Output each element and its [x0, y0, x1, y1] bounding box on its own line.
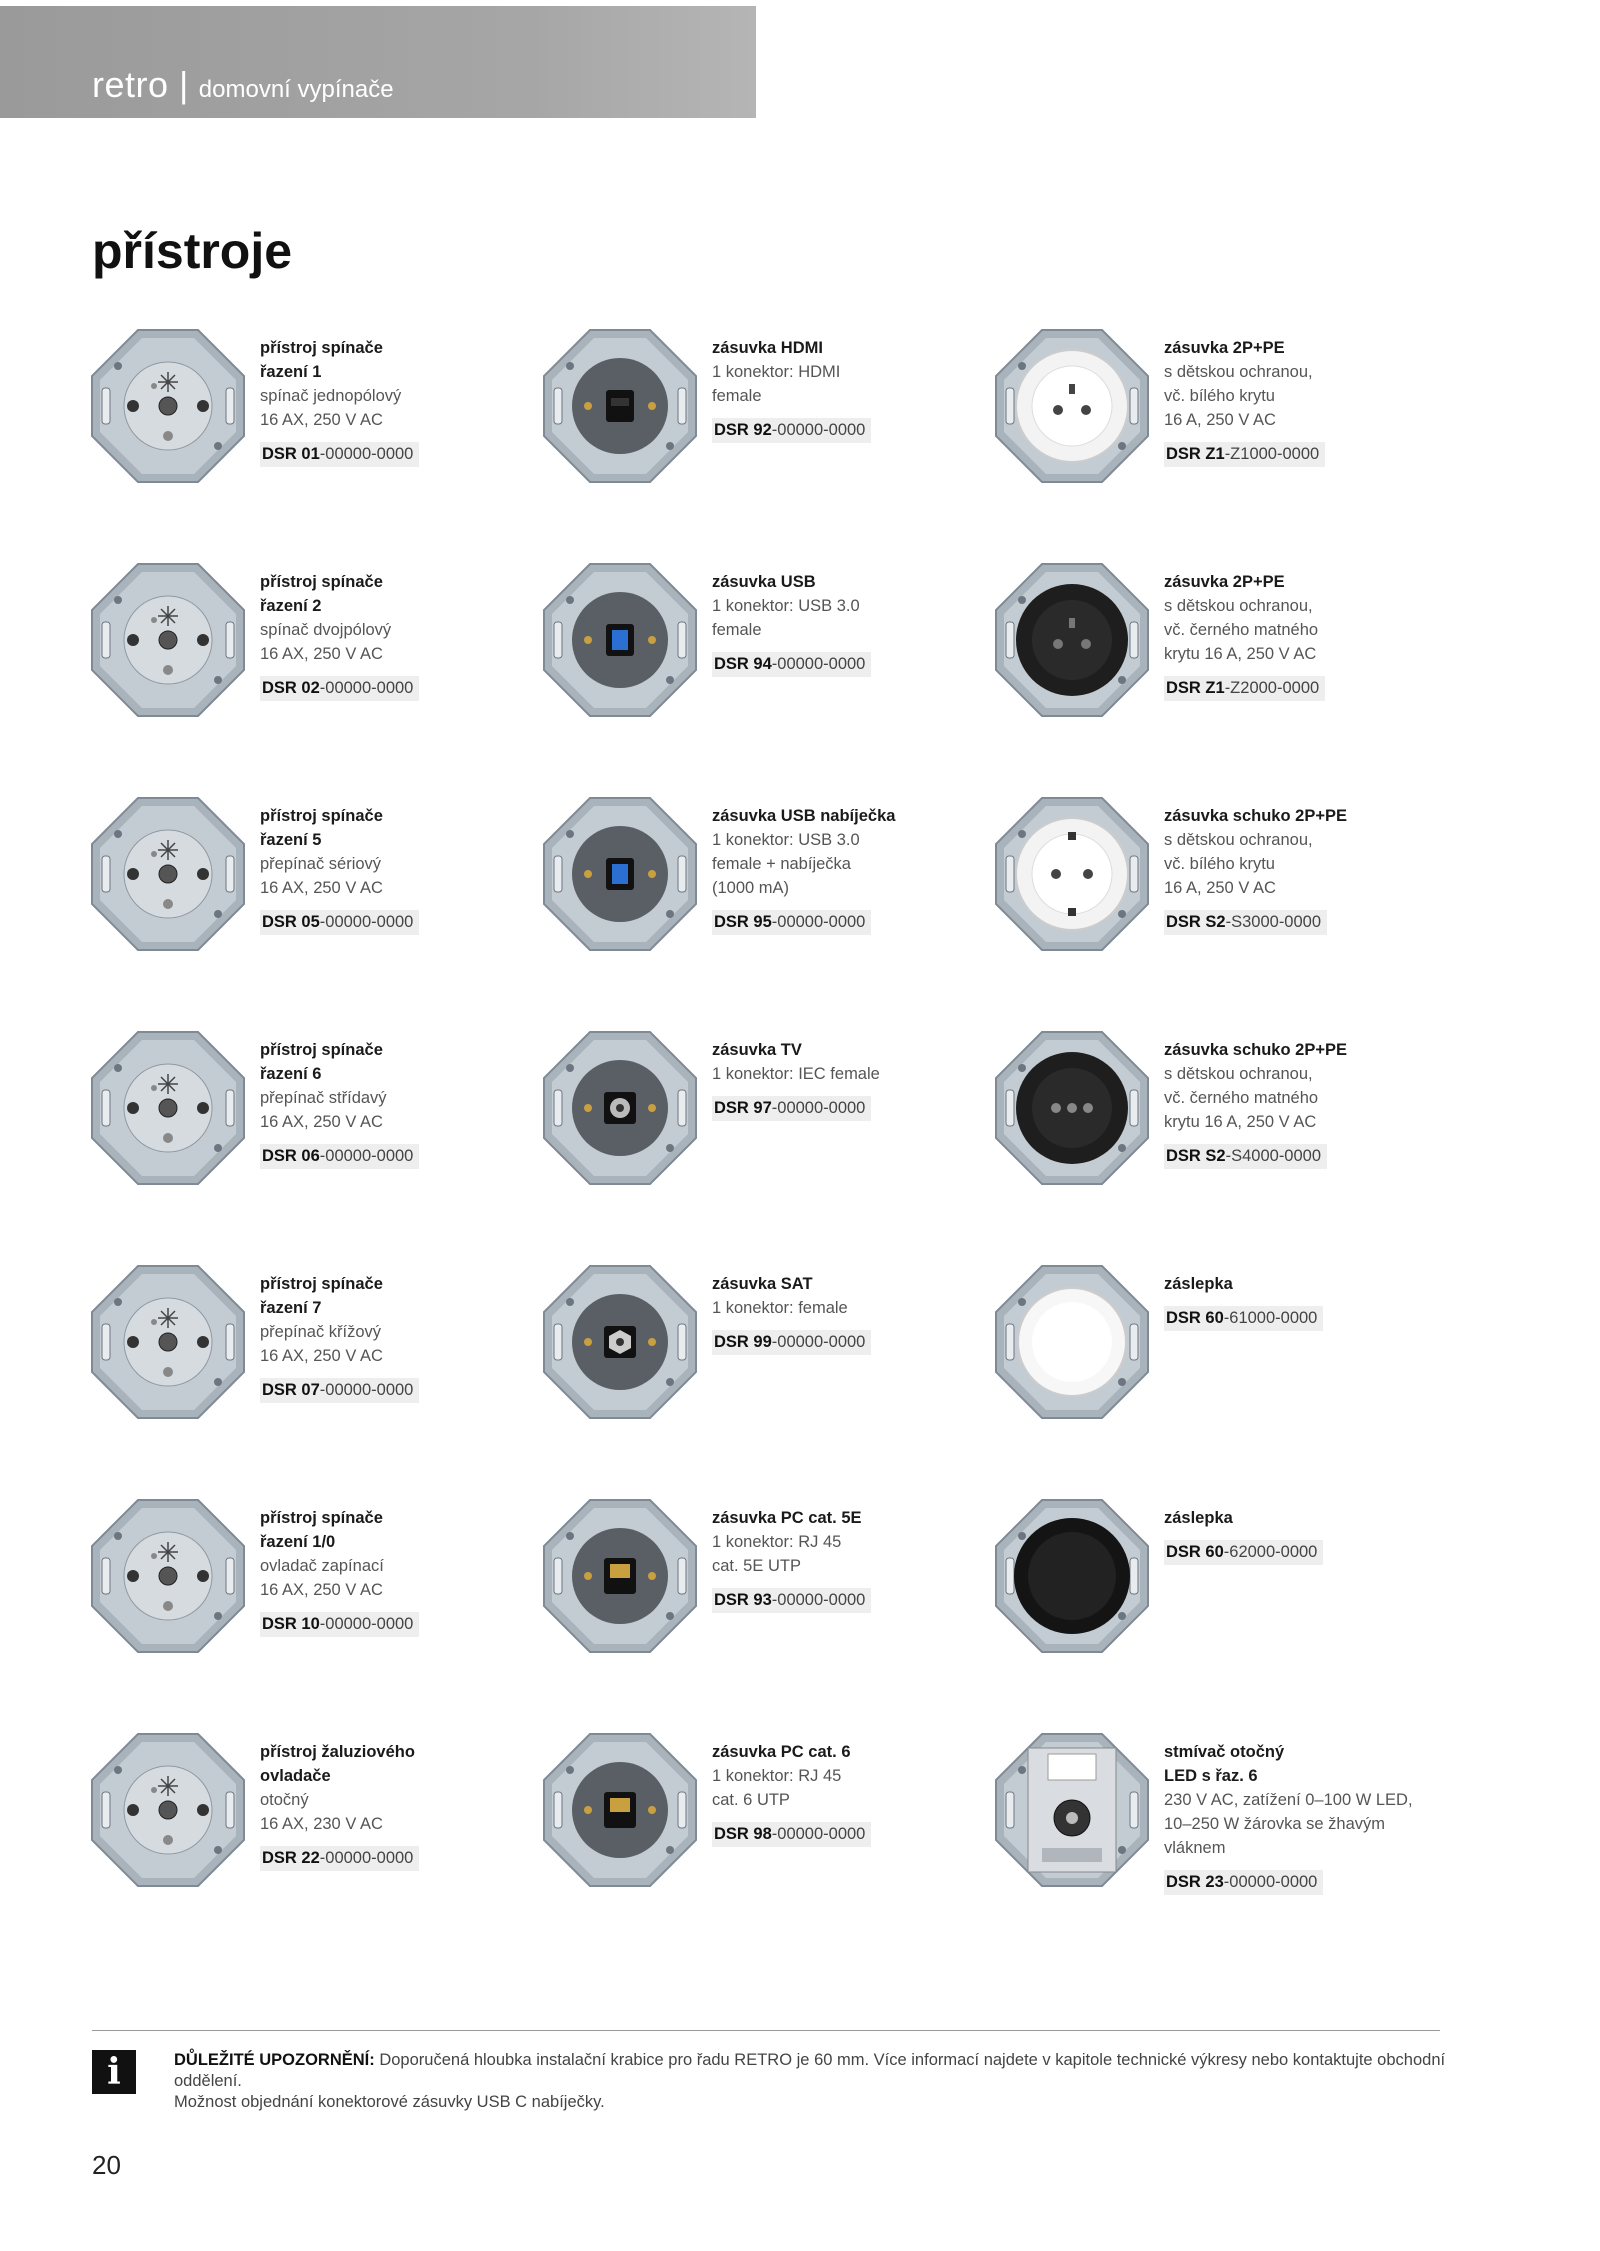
product-description: 1 konektor: IEC female [712, 1065, 880, 1083]
product-description: 16 AX, 250 V AC [260, 645, 383, 663]
header-brand: retro [92, 64, 169, 105]
product-code [260, 1612, 419, 1637]
product-name: zásuvka HDMI [712, 339, 823, 357]
page-number: 20 [92, 2150, 121, 2180]
product-name: záslepka [1164, 1509, 1233, 1527]
product-item [540, 1496, 992, 1730]
product-info [712, 336, 992, 443]
product-description: vč. černého matného [1164, 621, 1319, 639]
product-code [1164, 1540, 1323, 1565]
product-description: cat. 6 UTP [712, 1791, 790, 1809]
product-info [712, 1740, 992, 1847]
product-name: záslepka [1164, 1275, 1233, 1293]
product-name: přístroj žaluziového [260, 1743, 415, 1761]
product-name: řazení 6 [260, 1065, 322, 1083]
product-info [260, 336, 540, 467]
header-separator: | [178, 64, 189, 105]
product-description: s dětskou ochranou, [1164, 363, 1313, 381]
product-description: s dětskou ochranou, [1164, 831, 1313, 849]
product-info [712, 570, 992, 677]
product-code-prefix: DSR 07 [262, 1381, 320, 1399]
product-item [88, 1496, 540, 1730]
product-item [992, 794, 1444, 1028]
product-name: přístroj spínače [260, 573, 383, 591]
product-code-prefix: DSR 94 [714, 655, 772, 673]
product-code-prefix: DSR 23 [1166, 1873, 1224, 1891]
product-name: zásuvka SAT [712, 1275, 813, 1293]
product-description: 16 AX, 230 V AC [260, 1815, 383, 1833]
product-grid [88, 326, 1518, 1906]
product-item [992, 1028, 1444, 1262]
product-description: přepínač křížový [260, 1323, 382, 1341]
product-code-suffix: -00000-0000 [319, 1147, 414, 1165]
product-item [88, 794, 540, 1028]
product-item [540, 1028, 992, 1262]
product-name: řazení 5 [260, 831, 322, 849]
product-name: přístroj spínače [260, 1509, 383, 1527]
product-item [992, 1496, 1444, 1730]
notice-text: Doporučená hloubka instalační krabice pro řadu RETRO je 60 mm. Více informací najdete v kapitole technické výkresy nebo kontaktujte obchodní oddělení. [174, 2051, 1446, 2090]
product-code [1164, 910, 1327, 935]
product-code-suffix: -61000-0000 [1223, 1309, 1318, 1327]
product-item [540, 794, 992, 1028]
product-code-suffix: -00000-0000 [319, 913, 414, 931]
product-item [540, 1262, 992, 1496]
notice [174, 2050, 1454, 2113]
product-code [712, 1096, 871, 1121]
product-code [712, 910, 871, 935]
product-code [712, 652, 871, 677]
product-name: zásuvka PC cat. 6 [712, 1743, 851, 1761]
product-name: zásuvka USB [712, 573, 816, 591]
product-description: female [712, 621, 762, 639]
product-code-suffix: -00000-0000 [1223, 1873, 1318, 1891]
product-name: zásuvka schuko 2P+PE [1164, 807, 1347, 825]
product-code-suffix: -00000-0000 [771, 421, 866, 439]
product-item [540, 1730, 992, 1964]
product-description: 230 V AC, zatížení 0–100 W LED, [1164, 1791, 1413, 1809]
product-code-suffix: -00000-0000 [771, 1333, 866, 1351]
product-name: zásuvka 2P+PE [1164, 573, 1285, 591]
product-code-suffix: -00000-0000 [771, 1099, 866, 1117]
product-code [1164, 1144, 1327, 1169]
product-code-prefix: DSR S2 [1166, 913, 1226, 931]
product-code [1164, 676, 1325, 701]
product-info [260, 570, 540, 701]
product-code-prefix: DSR 98 [714, 1825, 772, 1843]
product-code-suffix: -00000-0000 [319, 679, 414, 697]
product-info [1164, 1038, 1444, 1169]
product-code [260, 442, 419, 467]
product-info [1164, 336, 1444, 467]
product-code-prefix: DSR Z1 [1166, 445, 1225, 463]
product-name: zásuvka PC cat. 5E [712, 1509, 862, 1527]
product-info [260, 1038, 540, 1169]
product-description: cat. 5E UTP [712, 1557, 801, 1575]
product-description: (1000 mA) [712, 879, 790, 897]
product-code-prefix: DSR Z1 [1166, 679, 1225, 697]
product-code-prefix: DSR 92 [714, 421, 772, 439]
notice-text-2: Možnost objednání konektorové zásuvky USB C nabíječky. [174, 2093, 605, 2111]
product-code [1164, 1306, 1323, 1331]
product-info [1164, 1506, 1444, 1565]
product-description: 1 konektor: RJ 45 [712, 1533, 842, 1551]
product-name: zásuvka USB nabíječka [712, 807, 896, 825]
product-item [992, 326, 1444, 560]
product-code-suffix: -00000-0000 [319, 445, 414, 463]
product-description: vláknem [1164, 1839, 1226, 1857]
product-code-prefix: DSR 02 [262, 679, 320, 697]
product-info [712, 1506, 992, 1613]
product-item [88, 1028, 540, 1262]
product-description: 1 konektor: USB 3.0 [712, 831, 860, 849]
product-code [1164, 442, 1325, 467]
page-title: přístroje [92, 223, 293, 279]
product-code-prefix: DSR 99 [714, 1333, 772, 1351]
product-description: spínač dvojpólový [260, 621, 392, 639]
product-info [712, 804, 992, 935]
product-description: krytu 16 A, 250 V AC [1164, 645, 1317, 663]
product-code [1164, 1870, 1323, 1895]
product-description: přepínač střídavý [260, 1089, 387, 1107]
product-description: 16 AX, 250 V AC [260, 1113, 383, 1131]
divider [92, 2030, 1440, 2031]
product-info [1164, 804, 1444, 935]
product-item [992, 1262, 1444, 1496]
product-code [712, 1330, 871, 1355]
info-icon: i [92, 2050, 136, 2094]
product-code-prefix: DSR 05 [262, 913, 320, 931]
product-name: přístroj spínače [260, 807, 383, 825]
product-description: otočný [260, 1791, 309, 1809]
product-code-suffix: -S3000-0000 [1225, 913, 1322, 931]
product-code-prefix: DSR 60 [1166, 1543, 1224, 1561]
product-info [712, 1038, 992, 1121]
product-item [992, 560, 1444, 794]
product-info [260, 1740, 540, 1871]
product-description: s dětskou ochranou, [1164, 597, 1313, 615]
product-code [712, 1822, 871, 1847]
product-code-suffix: -00000-0000 [319, 1849, 414, 1867]
product-code-suffix: -S4000-0000 [1225, 1147, 1322, 1165]
product-description: 16 AX, 250 V AC [260, 1347, 383, 1365]
product-code-prefix: DSR 97 [714, 1099, 772, 1117]
product-name: řazení 7 [260, 1299, 322, 1317]
product-name: řazení 1 [260, 363, 322, 381]
product-code-prefix: DSR 01 [262, 445, 320, 463]
product-description: 16 AX, 250 V AC [260, 879, 383, 897]
product-item [540, 560, 992, 794]
product-description: 10–250 W žárovka se žhavým [1164, 1815, 1386, 1833]
product-name: zásuvka schuko 2P+PE [1164, 1041, 1347, 1059]
product-code [260, 1144, 419, 1169]
product-code-prefix: DSR 95 [714, 913, 772, 931]
product-description: 16 AX, 250 V AC [260, 411, 383, 429]
product-code-prefix: DSR 93 [714, 1591, 772, 1609]
header-subtitle: domovní vypínače [198, 76, 394, 103]
product-code [260, 1378, 419, 1403]
product-item [88, 560, 540, 794]
product-description: female [712, 387, 762, 405]
header-band [0, 6, 756, 118]
product-description: 16 A, 250 V AC [1164, 879, 1276, 897]
product-name: zásuvka 2P+PE [1164, 339, 1285, 357]
product-code-prefix: DSR S2 [1166, 1147, 1226, 1165]
product-code [712, 1588, 871, 1613]
header-text [92, 64, 394, 106]
product-description: 16 A, 250 V AC [1164, 411, 1276, 429]
product-code-suffix: -00000-0000 [771, 913, 866, 931]
product-item [992, 1730, 1444, 1964]
product-code-suffix: -62000-0000 [1223, 1543, 1318, 1561]
product-code [712, 418, 871, 443]
product-info [260, 1506, 540, 1637]
product-name: přístroj spínače [260, 339, 383, 357]
product-name: řazení 2 [260, 597, 322, 615]
product-description: ovladač zapínací [260, 1557, 384, 1575]
product-description: 1 konektor: RJ 45 [712, 1767, 842, 1785]
product-code-suffix: -00000-0000 [771, 655, 866, 673]
product-info [1164, 570, 1444, 701]
product-name: ovladače [260, 1767, 331, 1785]
product-description: vč. černého matného [1164, 1089, 1319, 1107]
product-description: 1 konektor: USB 3.0 [712, 597, 860, 615]
product-code-suffix: -00000-0000 [319, 1615, 414, 1633]
product-description: female + nabíječka [712, 855, 851, 873]
product-description: s dětskou ochranou, [1164, 1065, 1313, 1083]
product-name: řazení 1/0 [260, 1533, 336, 1551]
product-info [1164, 1272, 1444, 1331]
product-description: vč. bílého krytu [1164, 387, 1275, 405]
product-name: stmívač otočný [1164, 1743, 1285, 1761]
product-code-suffix: -00000-0000 [771, 1591, 866, 1609]
product-info [260, 804, 540, 935]
product-code-suffix: -Z1000-0000 [1224, 445, 1320, 463]
product-info [1164, 1740, 1444, 1895]
product-item [88, 326, 540, 560]
product-code [260, 1846, 419, 1871]
product-item [540, 326, 992, 560]
product-code-prefix: DSR 22 [262, 1849, 320, 1867]
product-code [260, 910, 419, 935]
product-code-suffix: -00000-0000 [771, 1825, 866, 1843]
product-code-suffix: -00000-0000 [319, 1381, 414, 1399]
product-name: přístroj spínače [260, 1041, 383, 1059]
product-code-prefix: DSR 06 [262, 1147, 320, 1165]
product-info [260, 1272, 540, 1403]
product-name: přístroj spínače [260, 1275, 383, 1293]
product-name: zásuvka TV [712, 1041, 802, 1059]
product-name: LED s řaz. 6 [1164, 1767, 1258, 1785]
product-description: vč. bílého krytu [1164, 855, 1275, 873]
product-code [260, 676, 419, 701]
product-description: 16 AX, 250 V AC [260, 1581, 383, 1599]
notice-heading: DŮLEŽITÉ UPOZORNĚNÍ: [174, 2051, 375, 2069]
product-code-prefix: DSR 10 [262, 1615, 320, 1633]
product-description: přepínač sériový [260, 855, 382, 873]
product-description: krytu 16 A, 250 V AC [1164, 1113, 1317, 1131]
product-code-prefix: DSR 60 [1166, 1309, 1224, 1327]
product-item [88, 1730, 540, 1964]
product-description: 1 konektor: HDMI [712, 363, 841, 381]
product-description: 1 konektor: female [712, 1299, 848, 1317]
product-code-suffix: -Z2000-0000 [1224, 679, 1320, 697]
product-info [712, 1272, 992, 1355]
product-description: spínač jednopólový [260, 387, 402, 405]
product-item [88, 1262, 540, 1496]
